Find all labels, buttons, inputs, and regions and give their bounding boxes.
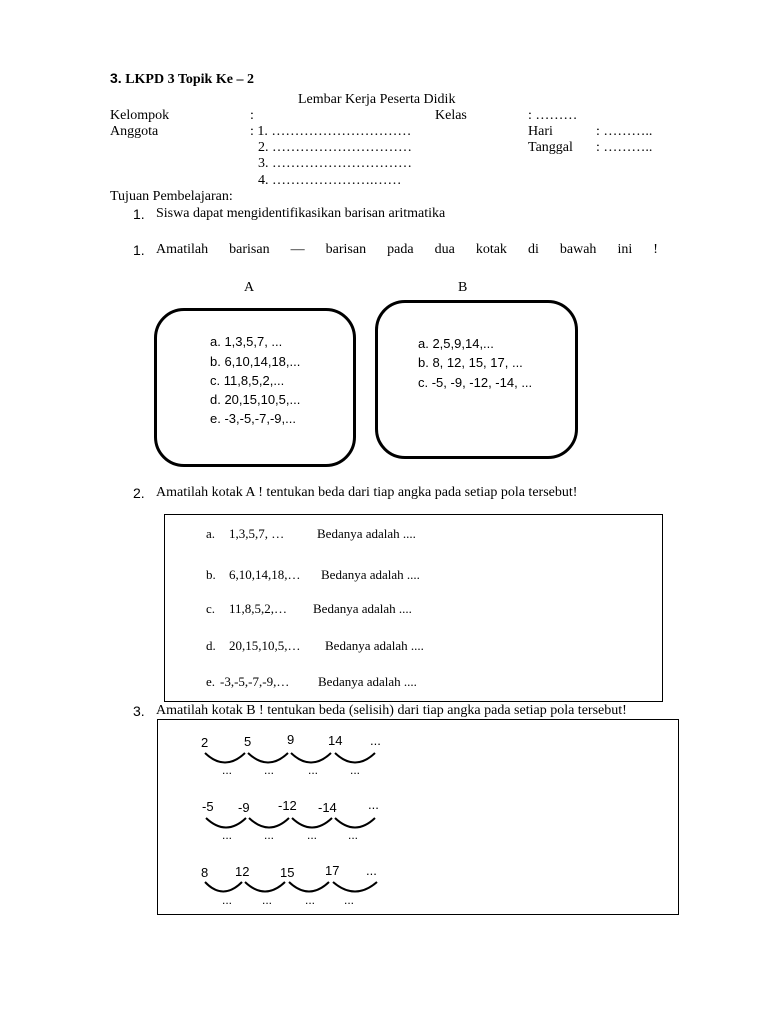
pattern-3-number: 8 [201, 865, 209, 880]
pattern-1-gap[interactable]: ... [222, 763, 233, 777]
subtitle: Lembar Kerja Peserta Didik [298, 92, 456, 107]
q2-text: Amatilah kotak A ! tentukan beda dari tiap angka pada setiap pola tersebut! [156, 485, 578, 500]
member-3[interactable]: 3. ………………………… [258, 156, 412, 171]
q2-row-answer[interactable]: Bedanya adalah .... [321, 567, 420, 582]
pattern-2-number: -14 [318, 800, 337, 815]
q3-text: Amatilah kotak B ! tentukan beda (selisih) dari tiap angka pada setiap pola tersebut! [156, 703, 627, 718]
q1-word: Amatilah [156, 242, 209, 257]
q2-row-answer[interactable]: Bedanya adalah .... [317, 526, 416, 541]
q2-row-seq: 20,15,10,5,… [229, 638, 301, 653]
tanggal-label: Tanggal [528, 140, 573, 155]
tujuan-label: Tujuan Pembelajaran: [110, 189, 233, 204]
pattern-2-gap[interactable]: ... [307, 828, 318, 842]
difference-arc [248, 753, 288, 763]
q1-word: barisan [325, 242, 367, 257]
box-a-item: e. -3,-5,-7,-9,... [210, 411, 296, 426]
q2-row-letter: c. [206, 601, 216, 616]
pattern-3-number: 15 [280, 865, 295, 880]
difference-arc [335, 818, 375, 828]
q2-row-seq: 11,8,5,2,… [229, 601, 288, 616]
pattern-1-number: 5 [244, 734, 252, 749]
difference-arc [205, 753, 245, 763]
q1-word: pada [387, 242, 414, 257]
kelas-label: Kelas [435, 108, 467, 123]
difference-arc [205, 882, 242, 892]
heading-number: 3. [110, 70, 122, 86]
q1-word: dua [434, 242, 455, 257]
pattern-1-gap[interactable]: ... [350, 763, 361, 777]
q2-row-seq: 6,10,14,18,… [229, 567, 301, 582]
pattern-2-gap[interactable]: ... [264, 828, 275, 842]
pattern-1-number: ... [370, 733, 381, 748]
q1-text [156, 242, 658, 258]
pattern-3-gap[interactable]: ... [262, 893, 273, 907]
pattern-1-number: 2 [201, 735, 209, 750]
q1-word: bawah [559, 242, 597, 257]
pattern-3-gap[interactable]: ... [344, 893, 355, 907]
box-b-item: c. -5, -9, -12, -14, ... [418, 375, 533, 390]
q2-row-answer[interactable]: Bedanya adalah .... [318, 674, 417, 689]
difference-arc [333, 882, 377, 892]
anggota-label: Anggota [110, 124, 159, 139]
pattern-2-number: -5 [202, 799, 214, 814]
box-a-label: A [244, 280, 255, 295]
box-a-item: c. 11,8,5,2,... [210, 373, 285, 388]
member-4[interactable]: 4. ………………….…… [258, 173, 402, 188]
pattern-2-number: ... [368, 797, 379, 812]
q1-word: kotak [475, 242, 507, 257]
pattern-2-number: -9 [238, 800, 250, 815]
pattern-1-number: 9 [287, 732, 295, 747]
q1-number: 1. [133, 242, 145, 258]
tujuan-item-number: 1. [133, 206, 145, 222]
q2-row-letter: d. [206, 638, 216, 653]
difference-arc [292, 818, 332, 828]
tujuan-item-text: Siswa dapat mengidentifikasikan barisan aritmatika [156, 206, 446, 221]
difference-arc [289, 882, 329, 892]
box-b-item: a. 2,5,9,14,... [418, 336, 494, 351]
pattern-3-number: 12 [235, 864, 250, 879]
q2-row-seq: -3,-5,-7,-9,… [220, 674, 290, 689]
pattern-2-number: -12 [278, 798, 297, 813]
pattern-3-gap[interactable]: ... [305, 893, 316, 907]
pattern-2-gap[interactable]: ... [348, 828, 359, 842]
tanggal-value[interactable]: : ……….. [596, 140, 653, 155]
difference-arc [291, 753, 331, 763]
worksheet-heading [110, 70, 254, 88]
hari-value[interactable]: : ……….. [596, 124, 653, 139]
q1-word: barisan [229, 242, 270, 257]
kelas-value[interactable]: : ……… [528, 108, 578, 123]
heading-title: LKPD 3 Topik Ke – 2 [125, 72, 254, 87]
member-2[interactable]: 2. ………………………… [258, 140, 412, 155]
q1-word: ! [653, 242, 658, 257]
q2-row-letter: a. [206, 526, 216, 541]
q3-number: 3. [133, 703, 145, 719]
difference-arc [206, 818, 246, 828]
pattern-3-number: 17 [325, 863, 340, 878]
pattern-1-number: 14 [328, 733, 343, 748]
kelompok-label: Kelompok [110, 108, 170, 123]
q1-word: di [527, 242, 539, 257]
box-b-item: b. 8, 12, 15, 17, ... [418, 355, 523, 370]
difference-arc [249, 818, 289, 828]
box-b-label: B [458, 280, 468, 295]
pattern-3-number: ... [366, 863, 377, 878]
pattern-1-gap[interactable]: ... [308, 763, 319, 777]
q2-row-seq: 1,3,5,7, … [229, 526, 285, 541]
q2-row-answer[interactable]: Bedanya adalah .... [313, 601, 412, 616]
pattern-3-gap[interactable]: ... [222, 893, 233, 907]
q2-row-letter: b. [206, 567, 216, 582]
q1-word: — [290, 242, 305, 257]
box-a-item: a. 1,3,5,7, ... [210, 334, 283, 349]
kelompok-colon: : [250, 108, 254, 123]
hari-label: Hari [528, 124, 553, 139]
difference-arc [335, 753, 375, 763]
member-1[interactable]: : 1. ………………………… [250, 124, 412, 139]
q2-number: 2. [133, 485, 145, 501]
q2-row-letter: e. [206, 674, 216, 689]
difference-arc [245, 882, 285, 892]
pattern-1-gap[interactable]: ... [264, 763, 275, 777]
pattern-2-gap[interactable]: ... [222, 828, 233, 842]
box-a-item: b. 6,10,14,18,... [210, 354, 301, 369]
box-a-item: d. 20,15,10,5,... [210, 392, 301, 407]
q2-row-answer[interactable]: Bedanya adalah .... [325, 638, 424, 653]
q1-word: ini [617, 242, 633, 257]
